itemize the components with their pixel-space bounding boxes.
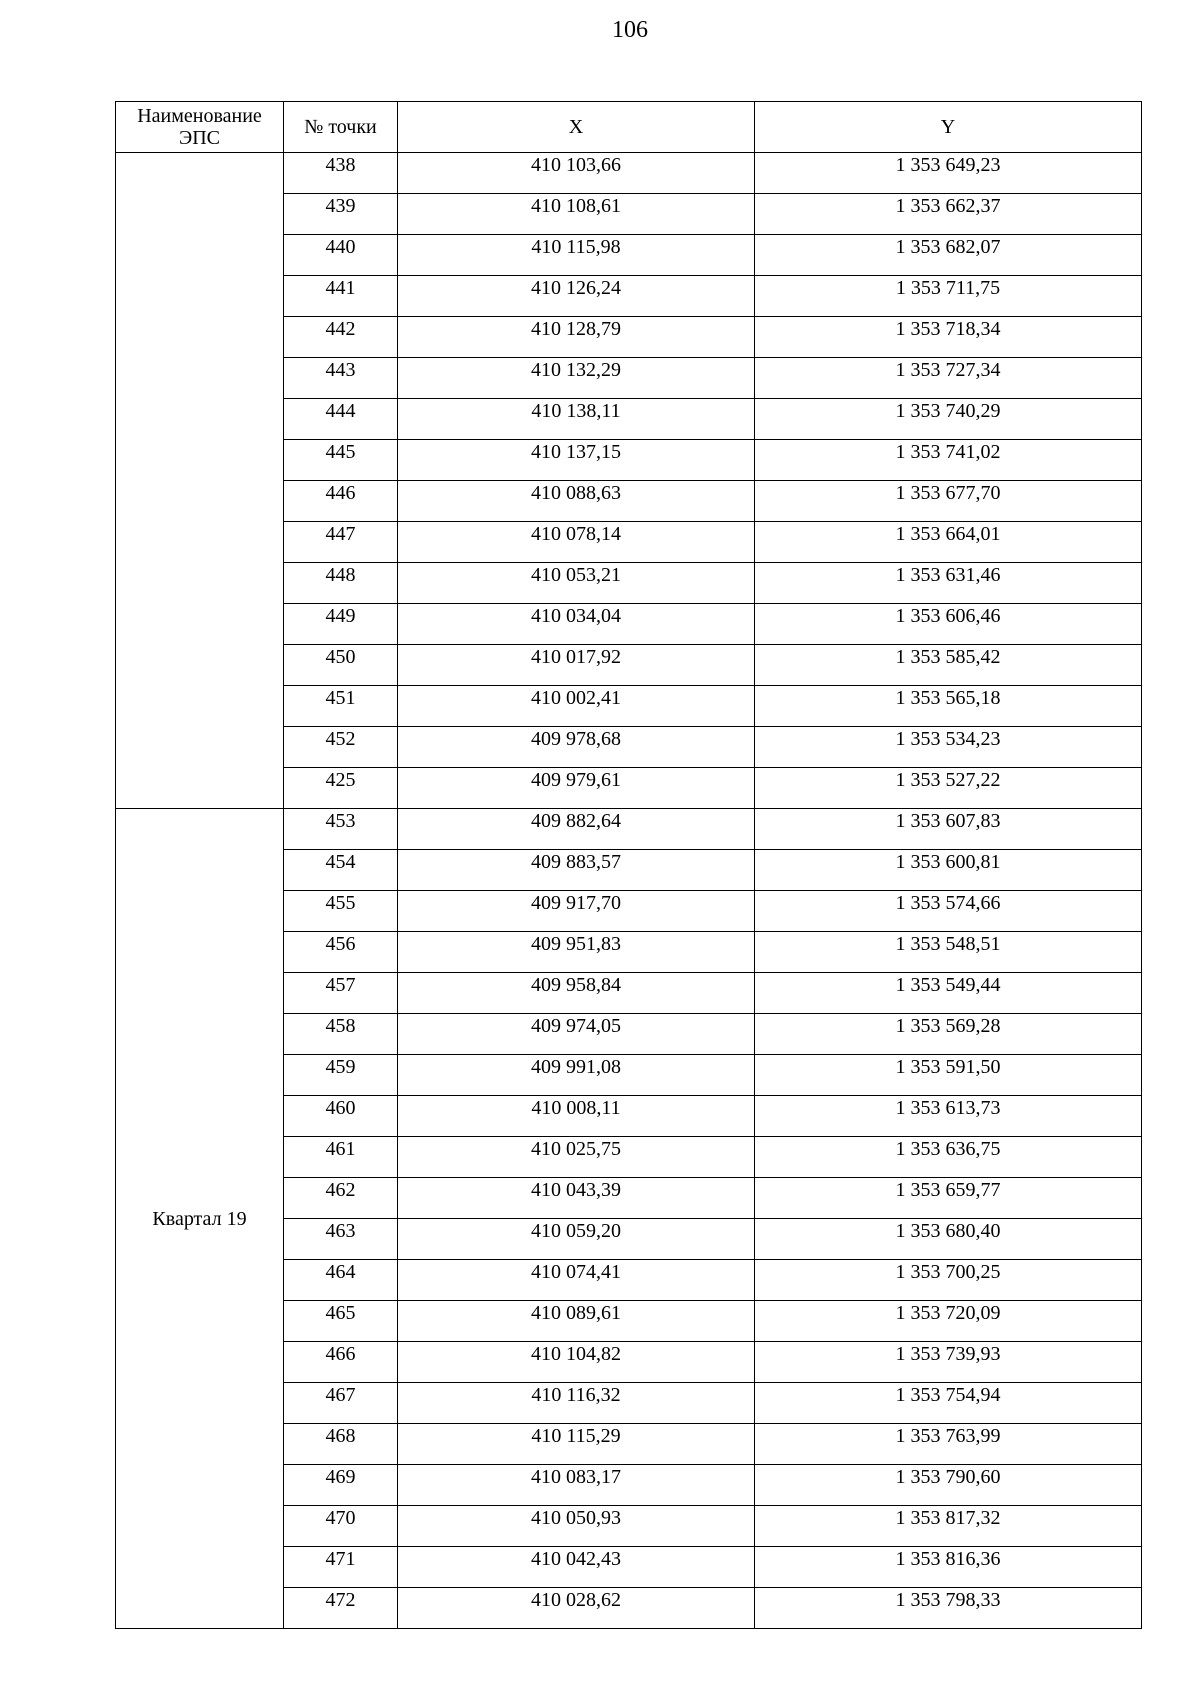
cell-point: 444 [284, 399, 398, 440]
cell-point: 440 [284, 235, 398, 276]
cell-y: 1 353 606,46 [755, 604, 1142, 645]
cell-y: 1 353 548,51 [755, 932, 1142, 973]
cell-x: 410 108,61 [398, 194, 755, 235]
cell-y: 1 353 739,93 [755, 1342, 1142, 1383]
cell-y: 1 353 600,81 [755, 850, 1142, 891]
cell-point: 460 [284, 1096, 398, 1137]
cell-point: 454 [284, 850, 398, 891]
cell-x: 410 043,39 [398, 1178, 755, 1219]
cell-y: 1 353 534,23 [755, 727, 1142, 768]
cell-x: 410 025,75 [398, 1137, 755, 1178]
cell-y: 1 353 790,60 [755, 1465, 1142, 1506]
cell-y: 1 353 662,37 [755, 194, 1142, 235]
cell-y: 1 353 631,46 [755, 563, 1142, 604]
cell-x: 410 034,04 [398, 604, 755, 645]
cell-x: 410 074,41 [398, 1260, 755, 1301]
cell-point: 463 [284, 1219, 398, 1260]
table-row [116, 153, 1142, 194]
cell-point: 450 [284, 645, 398, 686]
cell-point: 456 [284, 932, 398, 973]
header-x: X [398, 102, 755, 153]
cell-point: 425 [284, 768, 398, 809]
header-row [116, 102, 1142, 153]
group-name-cell [116, 153, 284, 809]
cell-point: 455 [284, 891, 398, 932]
cell-y: 1 353 817,32 [755, 1506, 1142, 1547]
cell-point: 472 [284, 1588, 398, 1629]
group-name-cell: Квартал 19 [116, 809, 284, 1629]
cell-point: 445 [284, 440, 398, 481]
cell-y: 1 353 798,33 [755, 1588, 1142, 1629]
cell-point: 451 [284, 686, 398, 727]
cell-y: 1 353 741,02 [755, 440, 1142, 481]
cell-y: 1 353 727,34 [755, 358, 1142, 399]
cell-x: 410 116,32 [398, 1383, 755, 1424]
cell-x: 410 115,98 [398, 235, 755, 276]
cell-y: 1 353 613,73 [755, 1096, 1142, 1137]
header-y: Y [755, 102, 1142, 153]
cell-point: 449 [284, 604, 398, 645]
cell-x: 410 088,63 [398, 481, 755, 522]
cell-y: 1 353 754,94 [755, 1383, 1142, 1424]
cell-y: 1 353 816,36 [755, 1547, 1142, 1588]
cell-x: 410 028,62 [398, 1588, 755, 1629]
cell-x: 410 053,21 [398, 563, 755, 604]
cell-y: 1 353 720,09 [755, 1301, 1142, 1342]
cell-x: 410 115,29 [398, 1424, 755, 1465]
cell-x: 409 974,05 [398, 1014, 755, 1055]
table-body [116, 153, 1142, 1629]
cell-y: 1 353 636,75 [755, 1137, 1142, 1178]
cell-y: 1 353 585,42 [755, 645, 1142, 686]
cell-point: 465 [284, 1301, 398, 1342]
cell-x: 409 951,83 [398, 932, 755, 973]
coordinates-table [115, 101, 1142, 1629]
cell-x: 410 128,79 [398, 317, 755, 358]
cell-y: 1 353 569,28 [755, 1014, 1142, 1055]
cell-x: 410 017,92 [398, 645, 755, 686]
cell-x: 410 078,14 [398, 522, 755, 563]
table-header [116, 102, 1142, 153]
cell-y: 1 353 740,29 [755, 399, 1142, 440]
cell-y: 1 353 549,44 [755, 973, 1142, 1014]
cell-x: 410 126,24 [398, 276, 755, 317]
cell-point: 459 [284, 1055, 398, 1096]
cell-point: 438 [284, 153, 398, 194]
cell-point: 442 [284, 317, 398, 358]
cell-point: 464 [284, 1260, 398, 1301]
cell-point: 441 [284, 276, 398, 317]
cell-y: 1 353 680,40 [755, 1219, 1142, 1260]
cell-point: 448 [284, 563, 398, 604]
cell-point: 457 [284, 973, 398, 1014]
cell-y: 1 353 763,99 [755, 1424, 1142, 1465]
cell-point: 467 [284, 1383, 398, 1424]
cell-point: 439 [284, 194, 398, 235]
cell-x: 409 958,84 [398, 973, 755, 1014]
cell-y: 1 353 664,01 [755, 522, 1142, 563]
cell-point: 453 [284, 809, 398, 850]
cell-x: 410 059,20 [398, 1219, 755, 1260]
cell-y: 1 353 607,83 [755, 809, 1142, 850]
cell-point: 443 [284, 358, 398, 399]
cell-x: 409 978,68 [398, 727, 755, 768]
cell-x: 410 002,41 [398, 686, 755, 727]
cell-x: 410 104,82 [398, 1342, 755, 1383]
cell-x: 409 882,64 [398, 809, 755, 850]
cell-y: 1 353 700,25 [755, 1260, 1142, 1301]
cell-x: 410 103,66 [398, 153, 755, 194]
header-name: Наименование ЭПС [116, 102, 284, 153]
cell-x: 410 083,17 [398, 1465, 755, 1506]
cell-point: 458 [284, 1014, 398, 1055]
cell-y: 1 353 527,22 [755, 768, 1142, 809]
cell-point: 447 [284, 522, 398, 563]
cell-x: 410 137,15 [398, 440, 755, 481]
cell-y: 1 353 649,23 [755, 153, 1142, 194]
cell-point: 471 [284, 1547, 398, 1588]
cell-x: 409 979,61 [398, 768, 755, 809]
cell-x: 410 138,11 [398, 399, 755, 440]
cell-point: 468 [284, 1424, 398, 1465]
cell-x: 410 132,29 [398, 358, 755, 399]
cell-point: 470 [284, 1506, 398, 1547]
cell-point: 469 [284, 1465, 398, 1506]
cell-point: 466 [284, 1342, 398, 1383]
cell-x: 410 050,93 [398, 1506, 755, 1547]
cell-y: 1 353 574,66 [755, 891, 1142, 932]
table-row [116, 809, 1142, 850]
cell-y: 1 353 682,07 [755, 235, 1142, 276]
header-point: № точки [284, 102, 398, 153]
cell-y: 1 353 718,34 [755, 317, 1142, 358]
cell-y: 1 353 677,70 [755, 481, 1142, 522]
cell-y: 1 353 565,18 [755, 686, 1142, 727]
cell-x: 410 089,61 [398, 1301, 755, 1342]
cell-point: 461 [284, 1137, 398, 1178]
cell-y: 1 353 659,77 [755, 1178, 1142, 1219]
cell-x: 410 042,43 [398, 1547, 755, 1588]
cell-x: 409 917,70 [398, 891, 755, 932]
cell-y: 1 353 711,75 [755, 276, 1142, 317]
cell-point: 446 [284, 481, 398, 522]
cell-x: 409 991,08 [398, 1055, 755, 1096]
cell-x: 410 008,11 [398, 1096, 755, 1137]
cell-point: 452 [284, 727, 398, 768]
page-number: 106 [612, 17, 648, 43]
cell-point: 462 [284, 1178, 398, 1219]
cell-y: 1 353 591,50 [755, 1055, 1142, 1096]
cell-x: 409 883,57 [398, 850, 755, 891]
